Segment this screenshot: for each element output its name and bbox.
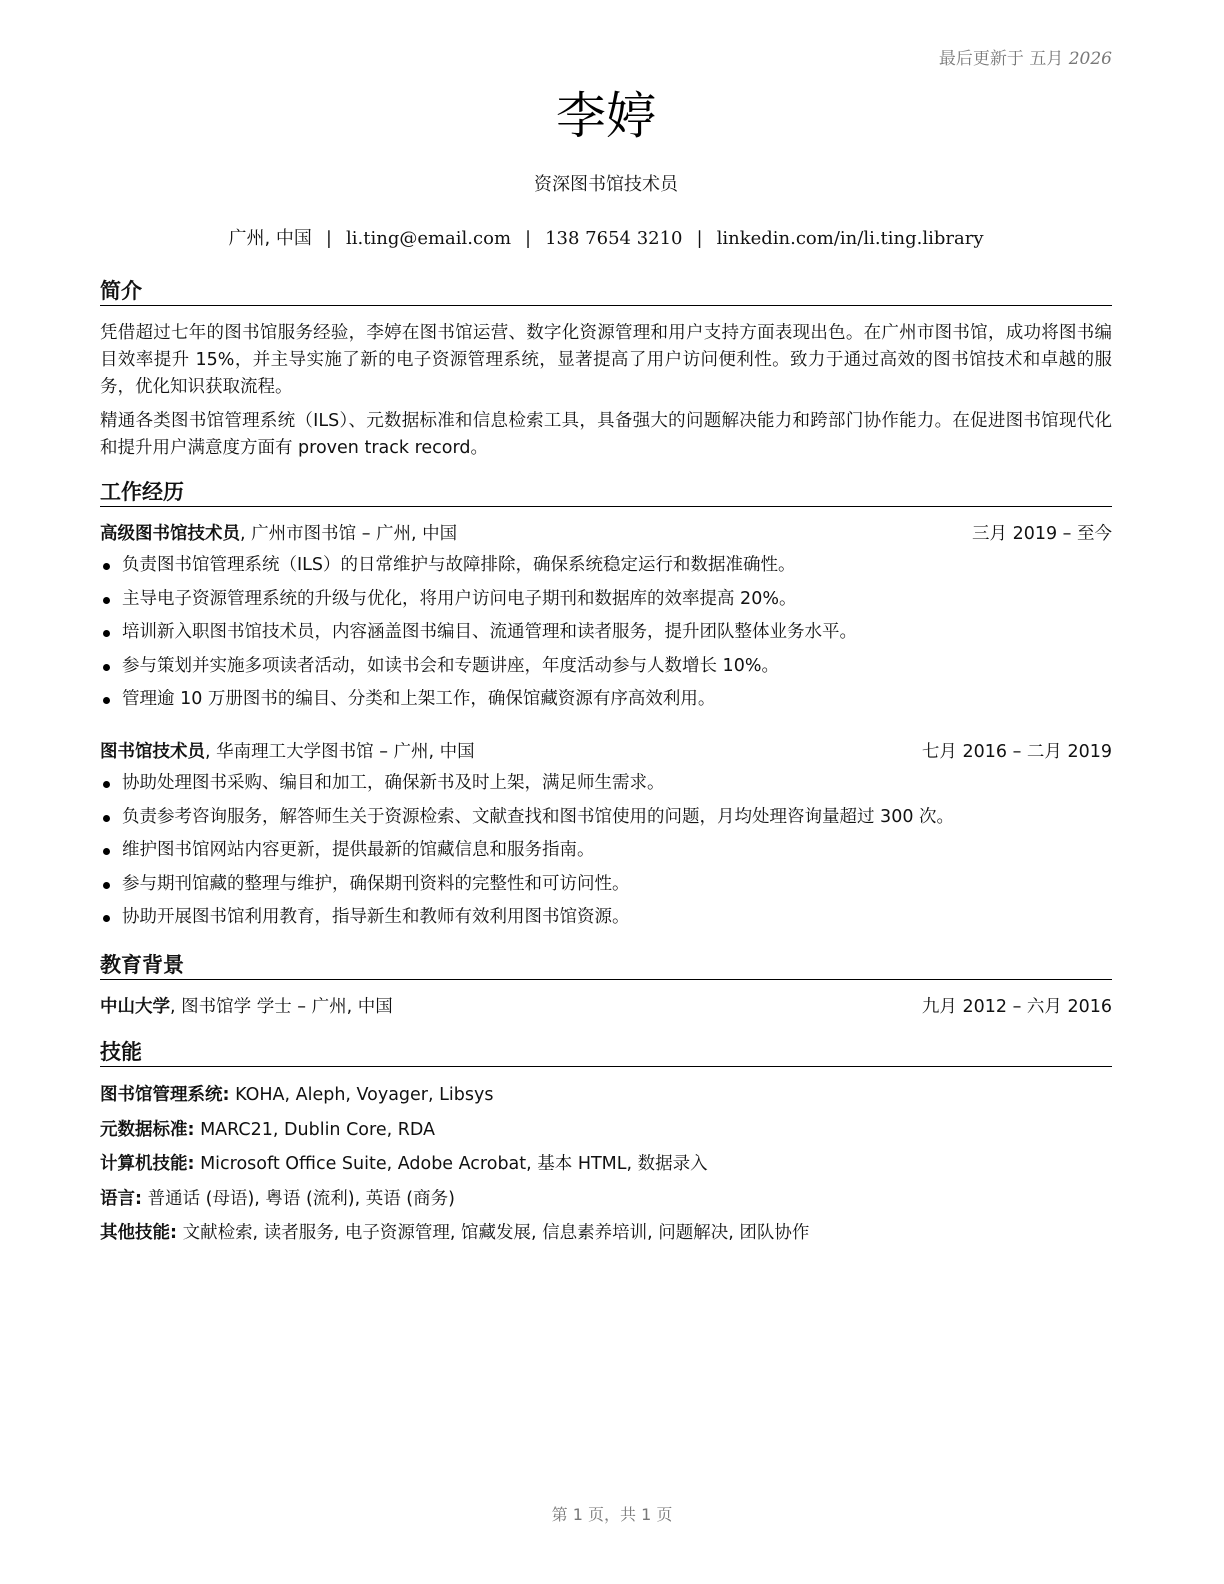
job-org: , 华南理工大学图书馆 – 广州, 中国 [205,742,475,762]
skill-value: Microsoft Office Suite, Adobe Acrobat, 基本 HTML, 数据录入 [194,1154,708,1175]
skill-row [100,1216,1112,1251]
job-org: , 广州市图书馆 – 广州, 中国 [240,524,458,544]
job-bullet: 参与期刊馆藏的整理与维护，确保期刊资料的完整性和可访问性。 [100,868,1112,902]
education-detail: , 图书馆学 学士 – 广州, 中国 [170,997,393,1017]
contact-separator: | [525,228,532,249]
contact-line [100,224,1112,250]
section-title-experience: 工作经历 [100,478,1112,507]
skill-value: 文献检索, 读者服务, 电子资源管理, 馆藏发展, 信息素养培训, 问题解决, 团队协作 [177,1223,810,1244]
summary-paragraph-1: 凭借超过七年的图书馆服务经验，李婷在图书馆运营、数字化资源管理和用户支持方面表现出色。在广州市图书馆，成功将图书编目效率提升 15%，并主导实施了新的电子资源管理系统，显著提高了用户访问便利性。致力于通过高效的图书馆技术和卓越的服务，优化知识获取流程。 [100,323,1112,397]
contact-linkedin-link[interactable]: linkedin.com/in/li.ting.library [716,228,984,249]
job-bullet: 协助处理图书采购、编目和加工，确保新书及时上架，满足师生需求。 [100,767,1112,801]
skill-value: MARC21, Dublin Core, RDA [194,1119,436,1140]
skill-label: 计算机技能: [100,1154,195,1175]
job-date: 三月 2019 – 至今 [972,524,1112,544]
job-role: 高级图书馆技术员 [100,524,240,544]
job-bullets [100,767,1112,935]
contact-phone: 138 7654 3210 [545,228,683,249]
skill-label: 元数据标准: [100,1119,195,1140]
job-bullet: 协助开展图书馆利用教育，指导新生和教师有效利用图书馆资源。 [100,901,1112,935]
job-bullets [100,549,1112,717]
contact-separator: | [325,228,332,249]
candidate-headline: 资深图书馆技术员 [534,174,678,195]
job-bullet: 培训新入职图书馆技术员，内容涵盖图书编目、流通管理和读者服务，提升团队整体业务水平。 [100,616,1112,650]
skill-label: 其他技能: [100,1223,177,1244]
skill-row [100,1078,1112,1113]
skill-label: 图书馆管理系统: [100,1085,230,1105]
section-title-summary: 简介 [100,277,1112,306]
contact-separator: | [696,228,703,249]
skill-row [100,1182,1112,1217]
last-updated [939,44,1112,69]
job-bullet: 负责参考咨询服务，解答师生关于资源检索、文献查找和图书馆使用的问题，月均处理咨询量超过 300 次。 [100,801,1112,835]
last-updated-label: 最后更新于 五月 [938,49,1064,69]
education-entry [100,995,1112,1019]
skill-value: 普通话 (母语), 粤语 (流利), 英语 (商务) [142,1188,455,1209]
job-header [100,522,1112,546]
skill-label: 语言: [100,1188,142,1209]
contact-email-link[interactable]: li.ting@email.com [346,228,512,249]
job-bullet: 管理逾 10 万册图书的编目、分类和上架工作，确保馆藏资源有序高效利用。 [100,683,1112,717]
section-title-skills: 技能 [100,1038,1112,1067]
job-bullet: 主导电子资源管理系统的升级与优化，将用户访问电子期刊和数据库的效率提高 20%。 [100,583,1112,617]
last-updated-year: 2026 [1068,49,1112,69]
job-header [100,740,1112,764]
education-date: 九月 2012 – 六月 2016 [921,997,1112,1017]
job-date: 七月 2016 – 二月 2019 [921,742,1112,762]
section-title-education: 教育背景 [100,951,1112,980]
skill-row [100,1147,1112,1182]
job-bullet: 参与策划并实施多项读者活动，如读书会和专题讲座，年度活动参与人数增长 10%。 [100,650,1112,684]
education-school: 中山大学 [100,997,170,1017]
skill-value: KOHA, Aleph, Voyager, Libsys [229,1085,494,1105]
summary-paragraph-2: 精通各类图书馆管理系统（ILS）、元数据标准和信息检索工具，具备强大的问题解决能力和跨部门协作能力。在促进图书馆现代化和提升用户满意度方面有 proven track record。 [100,411,1112,458]
skill-row [100,1113,1112,1148]
skills-list [100,1078,1112,1251]
job-role: 图书馆技术员 [100,742,205,762]
job-bullet: 维护图书馆网站内容更新，提供最新的馆藏信息和服务指南。 [100,834,1112,868]
candidate-name: 李婷 [556,87,656,145]
page-footer: 第 1 页，共 1 页 [551,1505,673,1524]
contact-location: 广州, 中国 [228,228,312,249]
job-bullet: 负责图书馆管理系统（ILS）的日常维护与故障排除，确保系统稳定运行和数据准确性。 [100,549,1112,583]
resume-page [100,0,1112,1584]
